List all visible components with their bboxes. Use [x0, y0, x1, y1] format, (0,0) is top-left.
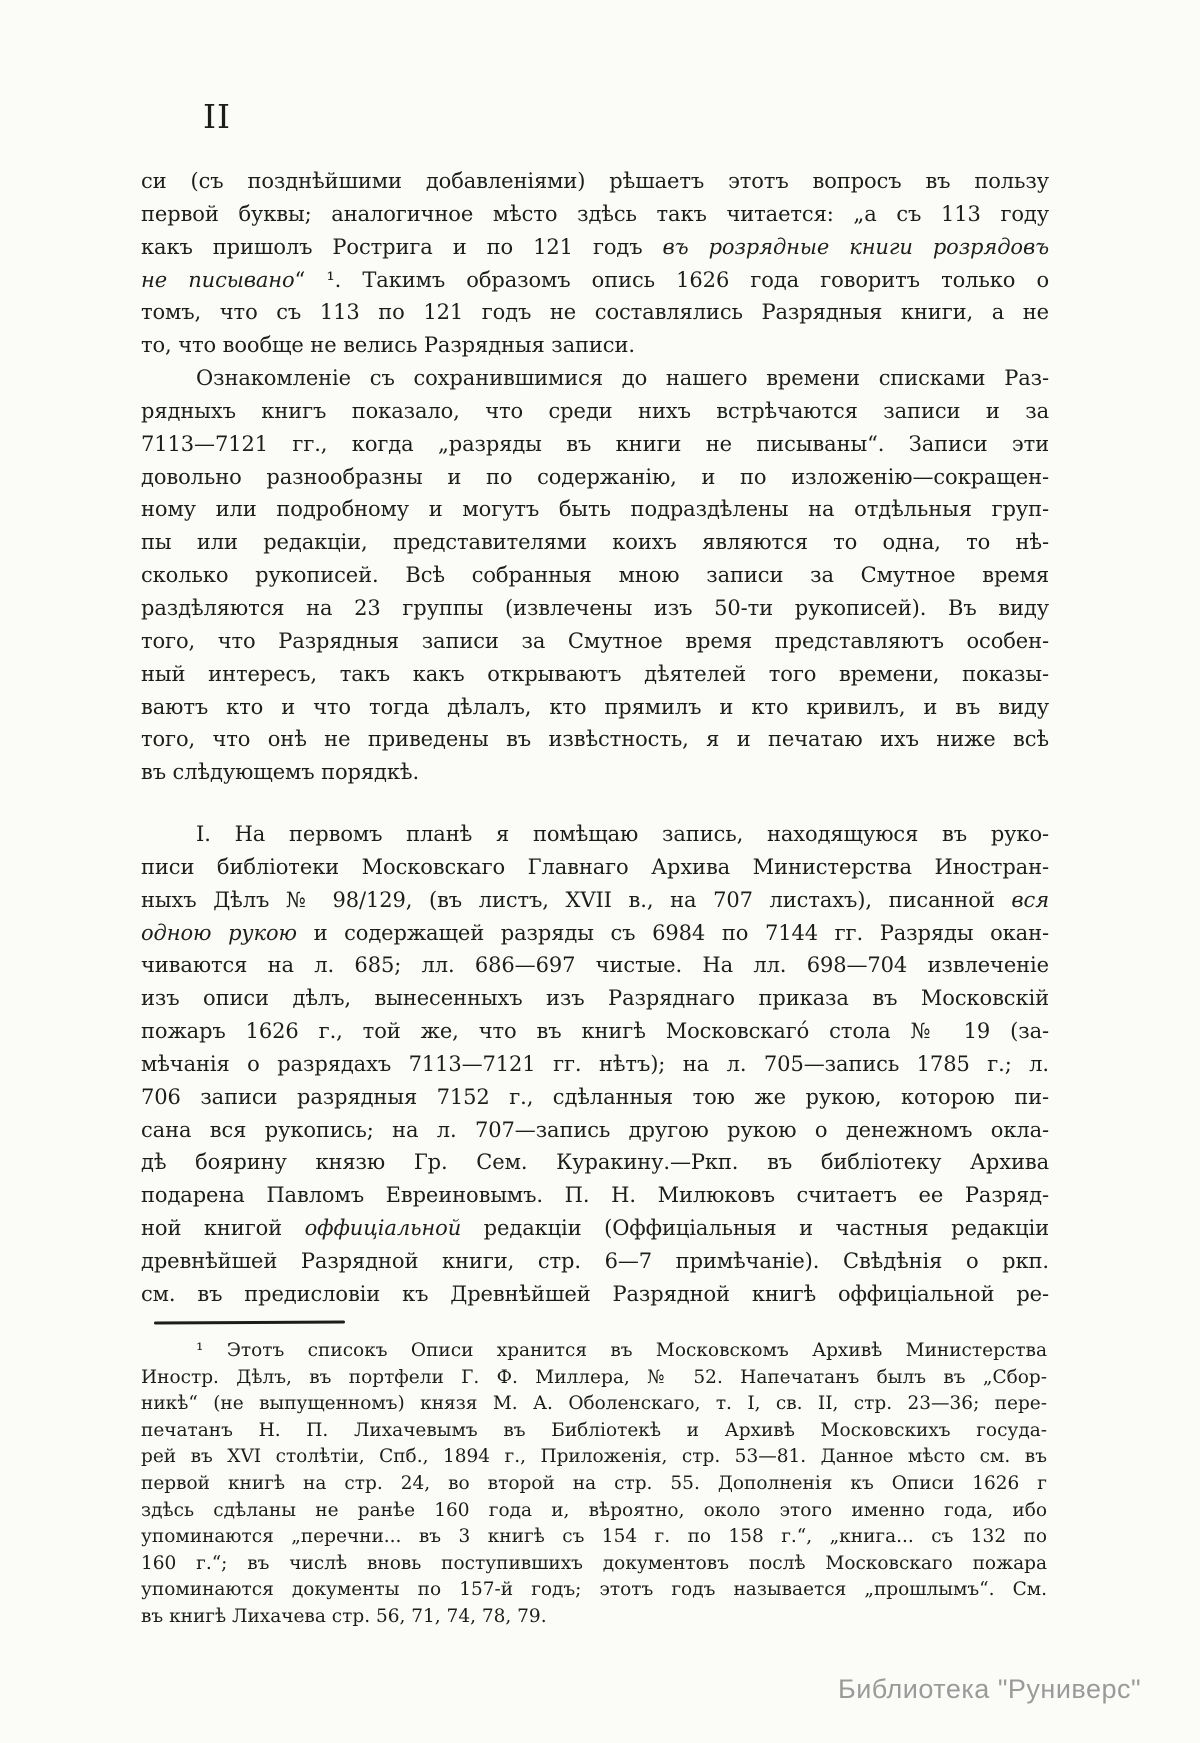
text-line: [141, 428, 1049, 461]
text-run: подарена Павломъ Евреиновымъ. П. Н. Милюковъ считаетъ ее Разряд-: [141, 1183, 1049, 1208]
text-line: [141, 526, 1049, 559]
text-line: [141, 1391, 1047, 1418]
text-line: [141, 625, 1049, 658]
page-number: II: [203, 97, 232, 136]
text-run: изъ описи дѣлъ, вынесенныхъ изъ Разряднаго приказа въ Московскій: [141, 986, 1049, 1011]
paragraph: [141, 1338, 1047, 1631]
text-run: ной книгой: [141, 1216, 305, 1241]
text-run: сколько рукописей. Всѣ собранныя мною записи за Смутное время: [141, 563, 1049, 588]
body-text: [141, 165, 1049, 1311]
text-run: I. На первомъ планѣ я помѣщаю запись, находящуюся въ руко-: [196, 822, 1049, 847]
text-line: [141, 818, 1049, 851]
italic-text-run: вся: [1011, 887, 1049, 912]
text-run: пожаръ 1626 г., той же, что въ книгѣ Московскаго́ стола № 19 (за-: [141, 1019, 1049, 1044]
text-run: никѣ“ (не выпущенномъ) князя М. А. Оболенскаго, т. I, св. II, стр. 23—36; пере-: [141, 1393, 1047, 1415]
text-run: древнѣйшей Разрядной книги, стр. 6—7 примѣчаніе). Свѣдѣнія о ркп.: [141, 1249, 1049, 1273]
text-line: [141, 1146, 1049, 1179]
text-line: [141, 1212, 1049, 1245]
text-line: [141, 1245, 1049, 1278]
text-line: [141, 1048, 1049, 1081]
text-run: какъ пришолъ Рострига и по 121 годъ: [141, 234, 663, 259]
text-line: [141, 231, 1049, 264]
italic-text-run: не писывано: [141, 267, 295, 292]
text-line: [141, 329, 1049, 362]
text-line: [141, 1551, 1047, 1578]
text-line: [141, 1179, 1049, 1212]
text-run: сана вся рукопись; на л. 707—запись другою рукою о денежномъ окла-: [141, 1117, 1049, 1142]
text-line: [141, 982, 1049, 1015]
text-run: то, что вообще не велись Разрядныя записи.: [141, 333, 635, 358]
text-run: си (съ позднѣйшими добавленіями) рѣшаетъ этотъ вопросъ въ пользу: [141, 169, 1049, 193]
text-run: первой буквы; аналогичное мѣсто здѣсь такъ читается: „а съ 113 году: [141, 201, 1049, 226]
text-run: того, что онѣ не приведены въ извѣстность, я и печатаю ихъ ниже всѣ: [141, 727, 1049, 752]
text-run: здѣсь сдѣланы не ранѣе 160 года и, вѣроятно, около этого именно года, ибо: [141, 1499, 1047, 1521]
text-run: рей въ XVI столѣтіи, Спб., 1894 г., Приложенія, стр. 53—81. Данное мѣсто см. въ: [141, 1446, 1047, 1468]
text-line: [141, 592, 1049, 625]
text-run: 160 г.“; въ числѣ вновь поступившихъ документовъ послѣ Московскаго пожара: [141, 1552, 1047, 1574]
text-run: ному или подробному и могутъ быть подраздѣлены на отдѣльныя груп-: [141, 497, 1049, 522]
text-line: [141, 165, 1049, 198]
text-run: упоминаются документы по 157-й годъ; этотъ годъ называется „прошлымъ“. См.: [141, 1579, 1047, 1601]
text-run: ный интересъ, такъ какъ открываютъ дѣятелей того времени, показы-: [141, 661, 1049, 686]
text-line: [141, 296, 1049, 329]
text-line: [141, 1444, 1047, 1471]
text-run: въ слѣдующемъ порядкѣ.: [141, 760, 420, 785]
text-run: въ книгѣ Лихачева стр. 56, 71, 74, 78, 79.: [141, 1605, 547, 1627]
text-run: чиваются на л. 685; лл. 686—697 чистые. На лл. 698—704 извлеченіе: [141, 953, 1049, 978]
italic-text-run: въ розрядные книги розрядовъ: [662, 234, 1049, 259]
text-run: пы или редакціи, представителями коихъ являются то одна, то нѣ-: [141, 530, 1049, 555]
text-line: [141, 493, 1049, 526]
text-line: [141, 884, 1049, 917]
text-run: и содержащей разряды съ 6984 по 7144 гг. Разряды окан-: [296, 920, 1049, 945]
italic-text-run: оффиціальной: [304, 1216, 462, 1241]
text-line: [141, 723, 1049, 756]
text-line: [141, 264, 1049, 297]
text-run: ваютъ кто и что тогда дѣлалъ, кто прямилъ и кто кривилъ, и въ виду: [141, 694, 1049, 719]
text-line: [141, 949, 1049, 982]
italic-text-run: одною рукою: [141, 920, 297, 945]
text-line: [141, 1604, 1047, 1631]
text-line: [141, 362, 1049, 395]
library-watermark: Библиотека "Руниверс": [838, 1674, 1142, 1704]
text-line: [141, 1418, 1047, 1445]
text-run: Иностр. Дѣлъ, въ портфели Г. Ф. Миллера, № 52. Напечатанъ былъ въ „Сбор-: [141, 1366, 1047, 1388]
text-run: довольно разнообразны и по содержанію, и по изложенію—сокращен-: [141, 464, 1049, 489]
text-run: “ ¹. Такимъ образомъ опись 1626 года говоритъ только о: [294, 267, 1049, 292]
text-line: [141, 691, 1049, 724]
text-run: упоминаются „перечни... въ 3 книгѣ съ 154 г. по 158 г.“, „книга... съ 132 по: [141, 1526, 1047, 1548]
text-line: [141, 1577, 1047, 1604]
text-run: Ознакомленіе съ сохранившимися до нашего времени списками Раз-: [196, 366, 1049, 391]
text-run: рядныхъ книгъ показало, что среди нихъ встрѣчаются записи и за: [141, 398, 1049, 423]
text-run: первой книгѣ на стр. 24, во второй на стр. 55. Дополненія къ Описи 1626 г: [141, 1472, 1047, 1494]
text-run: ныхъ Дѣлъ № 98/129, (въ листъ, XVII в., на 707 листахъ), писанной: [141, 887, 1012, 912]
paragraph: [141, 818, 1049, 1311]
text-line: [141, 559, 1049, 592]
text-line: [141, 851, 1049, 884]
text-run: печатанъ Н. П. Лихачевымъ въ Библіотекѣ и Архивѣ Московскихъ госуда-: [141, 1419, 1047, 1441]
text-run: редакціи (Оффиціальныя и частныя редакціи: [461, 1216, 1049, 1241]
footnote-text: [141, 1338, 1047, 1631]
text-line: [141, 756, 1049, 789]
text-line: [141, 658, 1049, 691]
paragraph: [141, 165, 1049, 362]
text-run: того, что Разрядныя записи за Смутное время представляютъ особен-: [141, 628, 1049, 653]
text-line: [141, 1524, 1047, 1551]
text-line: [141, 461, 1049, 494]
text-line: [141, 198, 1049, 231]
text-line: [141, 1278, 1049, 1311]
text-run: ¹ Этотъ списокъ Описи хранится въ Московскомъ Архивѣ Министерства: [196, 1340, 1047, 1361]
text-line: [141, 1015, 1049, 1048]
text-line: [141, 1471, 1047, 1498]
text-run: писи библіотеки Московскаго Главнаго Архива Министерства Иностран-: [141, 854, 1049, 879]
text-line: [141, 1114, 1049, 1147]
paragraph: [141, 362, 1049, 789]
footnote-separator-rule: [154, 1321, 345, 1325]
text-line: [141, 917, 1049, 950]
text-run: 706 записи разрядныя 7152 г., сдѣланныя тою же рукою, которою пи-: [141, 1084, 1049, 1109]
text-run: томъ, что съ 113 по 121 годъ не составлялись Разрядныя книги, а не: [141, 300, 1049, 325]
text-line: [141, 1498, 1047, 1525]
text-line: [141, 1338, 1047, 1365]
text-line: [141, 1365, 1047, 1392]
text-run: раздѣляются на 23 группы (извлечены изъ 50-ти рукописей). Въ виду: [141, 595, 1049, 620]
text-run: мѣчанія о разрядахъ 7113—7121 гг. нѣтъ); на л. 705—запись 1785 г.; л.: [141, 1051, 1049, 1076]
text-run: см. въ предисловіи къ Древнѣйшей Разрядной книгѣ оффиціальной ре-: [141, 1281, 1049, 1306]
text-line: [141, 395, 1049, 428]
text-run: дѣ боярину князю Гр. Сем. Куракину.—Ркп. въ библіотеку Архива: [141, 1150, 1049, 1175]
text-run: 7113—7121 гг., когда „разряды въ книги не писываны“. Записи эти: [141, 431, 1049, 456]
text-line: [141, 1081, 1049, 1114]
